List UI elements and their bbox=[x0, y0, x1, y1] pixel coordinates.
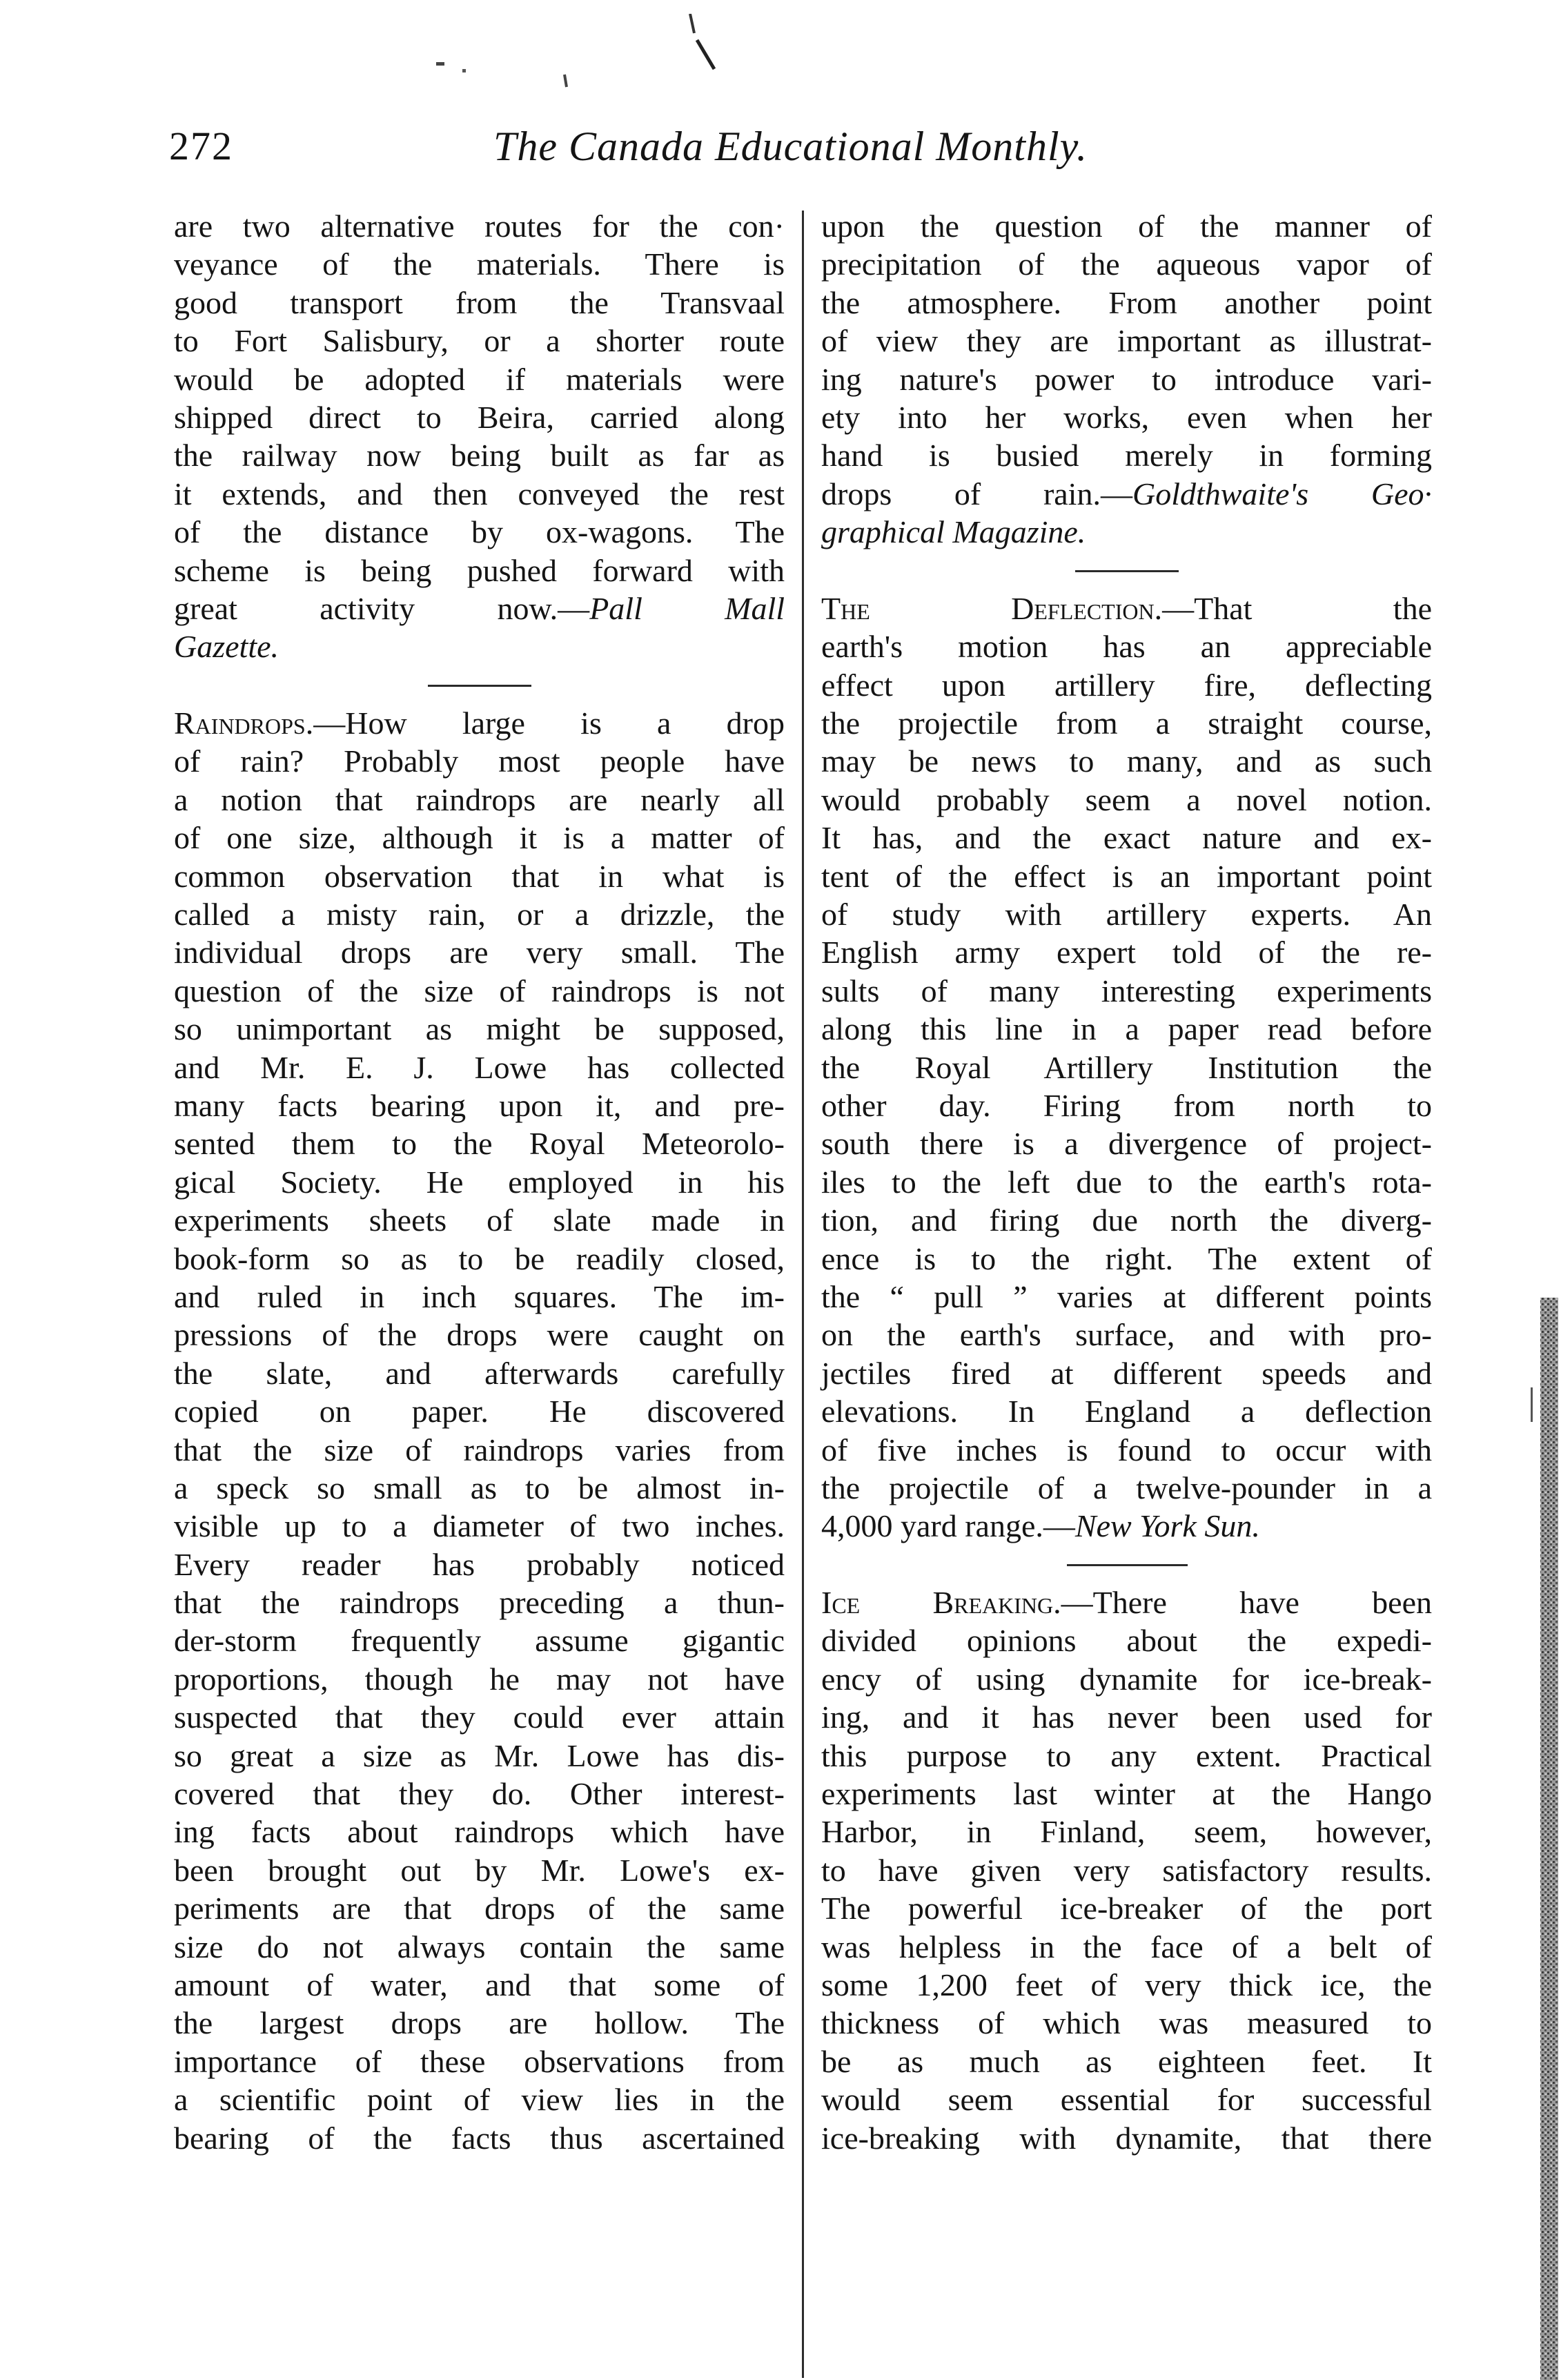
text-line bbox=[821, 513, 1432, 551]
text-line bbox=[821, 1775, 1432, 1813]
text-segment: —How large is a drop bbox=[313, 705, 785, 741]
text-line bbox=[821, 322, 1432, 360]
page-header bbox=[169, 123, 1439, 178]
text-segment: effect upon artillery fire, deflecting bbox=[821, 667, 1432, 703]
text-line bbox=[174, 1010, 785, 1048]
text-segment: and ruled in inch squares. The im- bbox=[174, 1278, 785, 1314]
text-line bbox=[174, 1928, 785, 1966]
text-line bbox=[174, 1392, 785, 1430]
text-line bbox=[821, 1163, 1432, 1201]
text-segment: so unimportant as might be supposed, bbox=[174, 1011, 785, 1047]
text-segment: elevations. In England a deflection bbox=[821, 1394, 1432, 1430]
text-line bbox=[821, 1583, 1432, 1621]
text-line bbox=[174, 436, 785, 474]
text-column-right bbox=[821, 207, 1432, 2157]
text-segment: thickness of which was measured to bbox=[821, 2005, 1432, 2041]
text-line bbox=[174, 2119, 785, 2157]
text-line bbox=[174, 857, 785, 895]
text-line bbox=[821, 360, 1432, 398]
text-line bbox=[821, 2042, 1432, 2080]
text-segment: jectiles fired at different speeds and bbox=[821, 1355, 1432, 1391]
citation-source: New York Sun. bbox=[1074, 1508, 1260, 1544]
text-line bbox=[821, 398, 1432, 436]
text-line bbox=[821, 1124, 1432, 1162]
text-segment: be as much as eighteen feet. It bbox=[821, 2043, 1432, 2079]
text-line bbox=[174, 1889, 785, 1927]
text-segment: book-form so as to be readily closed, bbox=[174, 1240, 785, 1276]
text-line bbox=[821, 1928, 1432, 1966]
scan-specks bbox=[386, 14, 801, 104]
text-line bbox=[174, 284, 785, 322]
text-segment: this purpose to any extent. Practical bbox=[821, 1737, 1432, 1773]
text-segment: a scientific point of view lies in the bbox=[174, 2082, 785, 2118]
text-segment: size do not always contain the same bbox=[174, 1929, 785, 1964]
text-line bbox=[174, 1737, 785, 1775]
citation-source: Gazette. bbox=[174, 629, 279, 665]
text-line bbox=[821, 1010, 1432, 1048]
text-line bbox=[174, 1278, 785, 1316]
text-segment: ing facts about raindrops which have bbox=[174, 1814, 785, 1850]
text-line bbox=[174, 972, 785, 1010]
text-line bbox=[174, 1124, 785, 1162]
text-segment: south there is a divergence of project- bbox=[821, 1126, 1432, 1162]
text-segment: experiments sheets of slate made in bbox=[174, 1202, 785, 1238]
text-segment: a notion that raindrops are nearly all bbox=[174, 781, 785, 817]
section-rule bbox=[821, 552, 1432, 589]
text-segment: along this line in a paper read before bbox=[821, 1011, 1432, 1047]
text-segment: would seem essential for successful bbox=[821, 2082, 1432, 2118]
text-segment: and Mr. E. J. Lowe has collected bbox=[174, 1049, 785, 1085]
text-line bbox=[174, 552, 785, 589]
text-line bbox=[821, 1201, 1432, 1239]
text-segment: of view they are important as illustrat- bbox=[821, 323, 1432, 359]
text-segment: of five inches is found to occur with bbox=[821, 1432, 1432, 1467]
text-line bbox=[821, 1431, 1432, 1469]
text-line bbox=[174, 1966, 785, 2004]
text-segment: a speck so small as to be almost in- bbox=[174, 1470, 785, 1505]
text-segment: other day. Firing from north to bbox=[821, 1087, 1432, 1123]
text-segment: importance of these observations from bbox=[174, 2043, 785, 2079]
text-line bbox=[174, 1163, 785, 1201]
text-segment: many facts bearing upon it, and pre- bbox=[174, 1087, 785, 1123]
text-line bbox=[821, 704, 1432, 742]
text-line bbox=[174, 1431, 785, 1469]
text-segment: —That the bbox=[1162, 590, 1432, 626]
text-segment: experiments last winter at the Hango bbox=[821, 1776, 1432, 1812]
text-segment: been brought out by Mr. Lowe's ex- bbox=[174, 1852, 785, 1888]
text-line bbox=[821, 1278, 1432, 1316]
text-line bbox=[821, 895, 1432, 933]
text-line bbox=[174, 589, 785, 627]
text-segment: sented them to the Royal Meteorolo- bbox=[174, 1126, 785, 1162]
text-segment: proportions, though he may not have bbox=[174, 1661, 785, 1697]
text-line bbox=[174, 781, 785, 819]
text-line bbox=[174, 1621, 785, 1659]
text-segment: the slate, and afterwards carefully bbox=[174, 1355, 785, 1391]
text-line bbox=[821, 1316, 1432, 1354]
text-line bbox=[821, 1086, 1432, 1124]
text-segment: divided opinions about the expedi- bbox=[821, 1623, 1432, 1659]
text-segment: of rain? Probably most people have bbox=[174, 743, 785, 779]
text-line bbox=[821, 972, 1432, 1010]
text-line bbox=[821, 1851, 1432, 1889]
text-line bbox=[821, 1698, 1432, 1736]
text-line bbox=[821, 666, 1432, 704]
text-line bbox=[174, 475, 785, 513]
text-line bbox=[821, 1813, 1432, 1851]
text-segment: ing, and it has never been used for bbox=[821, 1699, 1432, 1735]
text-line bbox=[821, 1660, 1432, 1698]
text-segment: tion, and firing due north the diverg- bbox=[821, 1202, 1432, 1238]
text-line bbox=[821, 627, 1432, 665]
text-segment: that the raindrops preceding a thun- bbox=[174, 1585, 785, 1621]
text-segment: it extends, and then conveyed the rest bbox=[174, 476, 785, 511]
text-segment: the projectile of a twelve-pounder in a bbox=[821, 1470, 1432, 1505]
text-line bbox=[821, 742, 1432, 780]
text-segment: bearing of the facts thus ascertained bbox=[174, 2120, 785, 2156]
text-segment: The powerful ice-breaker of the port bbox=[821, 1891, 1432, 1927]
text-segment: ety into her works, even when her bbox=[821, 399, 1432, 435]
text-line bbox=[174, 742, 785, 780]
text-line bbox=[174, 1851, 785, 1889]
text-segment: earth's motion has an appreciable bbox=[821, 629, 1432, 665]
text-segment: periments are that drops of the same bbox=[174, 1891, 785, 1927]
text-line bbox=[174, 2042, 785, 2080]
text-segment: the railway now being built as far as bbox=[174, 438, 785, 474]
text-segment: ing nature's power to introduce vari- bbox=[821, 361, 1432, 397]
text-segment: would probably seem a novel notion. bbox=[821, 781, 1432, 817]
text-segment: iles to the left due to the earth's rota- bbox=[821, 1164, 1432, 1200]
text-line bbox=[174, 704, 785, 742]
text-segment: good transport from the Transvaal bbox=[174, 284, 785, 320]
article-heading: The Deflection. bbox=[821, 590, 1163, 626]
text-segment: to Fort Salisbury, or a shorter route bbox=[174, 323, 785, 359]
text-line bbox=[174, 1240, 785, 1278]
text-line bbox=[821, 475, 1432, 513]
text-segment: of study with artillery experts. An bbox=[821, 897, 1432, 933]
page-number: 272 bbox=[169, 124, 233, 168]
section-rule bbox=[821, 1545, 1432, 1583]
text-line bbox=[821, 207, 1432, 245]
text-segment: ency of using dynamite for ice-break- bbox=[821, 1661, 1432, 1697]
text-line bbox=[174, 1545, 785, 1583]
text-line bbox=[174, 627, 785, 665]
text-segment: called a misty rain, or a drizzle, the bbox=[174, 897, 785, 933]
text-line bbox=[821, 1469, 1432, 1507]
text-segment: on the earth's surface, and with pro- bbox=[821, 1317, 1432, 1353]
text-line bbox=[174, 245, 785, 283]
text-segment: great activity now.— bbox=[174, 590, 590, 626]
text-line bbox=[821, 933, 1432, 971]
text-segment: amount of water, and that some of bbox=[174, 1967, 785, 2002]
text-segment: veyance of the materials. There is bbox=[174, 246, 785, 282]
text-segment: to have given very satisfactory results. bbox=[821, 1852, 1432, 1888]
citation-source: Pall Mall bbox=[589, 590, 785, 626]
text-segment: common observation that in what is bbox=[174, 858, 785, 894]
text-segment: suspected that they could ever attain bbox=[174, 1699, 785, 1735]
text-segment: upon the question of the manner of bbox=[821, 208, 1432, 244]
text-segment: that the size of raindrops varies from bbox=[174, 1432, 785, 1467]
text-segment: tent of the effect is an important point bbox=[821, 858, 1432, 894]
text-segment: Harbor, in Finland, seem, however, bbox=[821, 1814, 1432, 1850]
text-line bbox=[174, 1086, 785, 1124]
text-line bbox=[174, 819, 785, 857]
text-segment: the largest drops are hollow. The bbox=[174, 2005, 785, 2041]
text-segment: are two alternative routes for the con· bbox=[174, 208, 785, 244]
text-segment: scheme is being pushed forward with bbox=[174, 552, 785, 588]
text-segment: question of the size of raindrops is not bbox=[174, 973, 785, 1008]
text-line bbox=[174, 1048, 785, 1086]
text-segment: some 1,200 feet of very thick ice, the bbox=[821, 1967, 1432, 2002]
text-segment: the Royal Artillery Institution the bbox=[821, 1049, 1432, 1085]
text-line bbox=[821, 436, 1432, 474]
text-column-left bbox=[174, 207, 785, 2157]
text-segment: may be news to many, and as such bbox=[821, 743, 1432, 779]
text-line bbox=[174, 1660, 785, 1698]
citation-source: Goldthwaite's Geo· bbox=[1132, 476, 1432, 511]
text-segment: would be adopted if materials were bbox=[174, 361, 785, 397]
text-line bbox=[174, 360, 785, 398]
citation-source: graphical Magazine. bbox=[821, 514, 1086, 550]
text-line bbox=[174, 1469, 785, 1507]
text-line bbox=[174, 513, 785, 551]
text-line bbox=[174, 1354, 785, 1392]
text-line bbox=[821, 1889, 1432, 1927]
text-line bbox=[174, 1201, 785, 1239]
text-segment: of the distance by ox-wagons. The bbox=[174, 514, 785, 550]
text-line bbox=[821, 284, 1432, 322]
text-line bbox=[174, 207, 785, 245]
text-segment: 4,000 yard range.— bbox=[821, 1508, 1075, 1544]
text-segment: individual drops are very small. The bbox=[174, 935, 785, 970]
text-line bbox=[821, 857, 1432, 895]
text-line bbox=[174, 933, 785, 971]
text-segment: the atmosphere. From another point bbox=[821, 284, 1432, 320]
text-line bbox=[821, 1621, 1432, 1659]
text-segment: sults of many interesting experiments bbox=[821, 973, 1432, 1008]
text-line bbox=[174, 398, 785, 436]
text-line bbox=[174, 2004, 785, 2042]
text-line bbox=[174, 1775, 785, 1813]
text-segment: English army expert told of the re- bbox=[821, 935, 1432, 970]
article-heading: Raindrops. bbox=[174, 705, 314, 741]
text-line bbox=[821, 1737, 1432, 1775]
text-segment: copied on paper. He discovered bbox=[174, 1394, 785, 1430]
text-segment: shipped direct to Beira, carried along bbox=[174, 399, 785, 435]
journal-title: The Canada Educational Monthly. bbox=[493, 124, 1088, 169]
text-segment: was helpless in the face of a belt of bbox=[821, 1929, 1432, 1964]
section-rule bbox=[174, 666, 785, 704]
text-line bbox=[821, 2080, 1432, 2118]
text-segment: It has, and the exact nature and ex- bbox=[821, 820, 1432, 856]
text-line bbox=[174, 1698, 785, 1736]
text-segment: hand is busied merely in forming bbox=[821, 438, 1432, 474]
text-line bbox=[821, 245, 1432, 283]
article-heading: Ice Breaking. bbox=[821, 1585, 1061, 1621]
text-segment: so great a size as Mr. Lowe has dis- bbox=[174, 1737, 785, 1773]
text-line bbox=[174, 895, 785, 933]
text-segment: ence is to the right. The extent of bbox=[821, 1240, 1432, 1276]
text-line bbox=[174, 1583, 785, 1621]
text-line bbox=[821, 1048, 1432, 1086]
text-segment: covered that they do. Other interest- bbox=[174, 1776, 785, 1812]
text-line bbox=[174, 1316, 785, 1354]
text-segment: visible up to a diameter of two inches. bbox=[174, 1508, 785, 1544]
text-segment: der-storm frequently assume gigantic bbox=[174, 1623, 785, 1659]
text-line bbox=[821, 2119, 1432, 2157]
text-segment: drops of rain.— bbox=[821, 476, 1132, 511]
text-line bbox=[174, 1507, 785, 1545]
text-line bbox=[821, 1392, 1432, 1430]
text-segment: pressions of the drops were caught on bbox=[174, 1317, 785, 1353]
text-segment: of one size, although it is a matter of bbox=[174, 820, 785, 856]
column-divider bbox=[802, 211, 804, 2378]
text-line bbox=[174, 322, 785, 360]
text-line bbox=[821, 781, 1432, 819]
text-segment: precipitation of the aqueous vapor of bbox=[821, 246, 1432, 282]
text-line bbox=[174, 2080, 785, 2118]
text-line bbox=[821, 589, 1432, 627]
text-line bbox=[821, 1354, 1432, 1392]
text-line bbox=[174, 1813, 785, 1851]
text-segment: Every reader has probably noticed bbox=[174, 1546, 785, 1582]
text-line bbox=[821, 1240, 1432, 1278]
scan-edge-shading bbox=[1531, 1298, 1558, 2380]
text-segment: —There have been bbox=[1061, 1585, 1432, 1621]
text-segment: the “ pull ” varies at different points bbox=[821, 1278, 1432, 1314]
text-line bbox=[821, 1966, 1432, 2004]
text-segment: ice-breaking with dynamite, that there bbox=[821, 2120, 1432, 2156]
text-line bbox=[821, 819, 1432, 857]
text-segment: the projectile from a straight course, bbox=[821, 705, 1432, 741]
text-segment: gical Society. He employed in his bbox=[174, 1164, 785, 1200]
text-line bbox=[821, 1507, 1432, 1545]
text-line bbox=[821, 2004, 1432, 2042]
